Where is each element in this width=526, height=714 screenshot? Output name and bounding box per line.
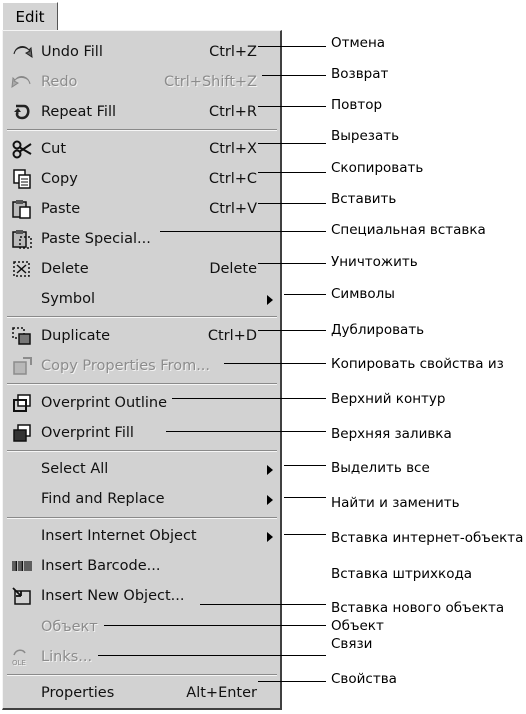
overprint-outline-icon — [11, 393, 33, 413]
menu-tab-edit[interactable] — [2, 2, 58, 31]
menu-separator — [7, 674, 277, 676]
menu-item-duplicate[interactable]: Duplicate Ctrl+D — [3, 323, 281, 349]
leader-line — [224, 363, 326, 364]
translation-label: Отмена — [331, 35, 386, 51]
leader-line — [284, 497, 326, 498]
ole-icon — [11, 647, 33, 667]
menu-item-copy-properties-from[interactable]: Copy Properties From... — [3, 353, 281, 379]
leader-line — [258, 46, 326, 47]
leader-line — [258, 203, 326, 204]
barcode-icon — [11, 556, 33, 576]
redo-icon — [11, 72, 33, 92]
menu-item-paste[interactable]: Paste Ctrl+V — [3, 196, 281, 222]
menu-item-insert-new-object[interactable]: Insert New Object... — [3, 583, 281, 609]
translation-label: Объект — [331, 618, 384, 634]
menu-separator — [7, 316, 277, 318]
leader-line — [258, 330, 326, 331]
menu-tab-label: Edit — [15, 8, 45, 26]
menu-item-copy[interactable]: Copy Ctrl+C — [3, 166, 281, 192]
translation-label: Выделить все — [331, 460, 430, 476]
submenu-arrow-icon — [267, 295, 273, 305]
leader-line — [166, 431, 326, 432]
submenu-arrow-icon — [267, 495, 273, 505]
scissors-icon — [11, 139, 33, 159]
translation-label: Вставка интернет-объекта — [331, 530, 524, 546]
paste-special-icon — [11, 229, 33, 249]
translation-label: Вставка штрихкода — [331, 566, 473, 582]
menu-item-symbol[interactable]: Symbol — [3, 286, 281, 312]
translation-label: Копировать свойства из — [331, 356, 504, 372]
leader-line — [160, 231, 326, 232]
menu-item-overprint-outline[interactable]: Overprint Outline — [3, 390, 281, 416]
submenu-arrow-icon — [267, 465, 273, 475]
menu-item-repeat-fill[interactable]: Repeat Fill Ctrl+R — [3, 99, 281, 125]
paste-icon — [11, 199, 33, 219]
leader-line — [200, 604, 326, 605]
submenu-arrow-icon — [267, 532, 273, 542]
menu-item-paste-special[interactable]: Paste Special... — [3, 226, 281, 252]
menu-item-insert-internet-object[interactable]: Insert Internet Object — [3, 523, 281, 549]
translation-label: Дублировать — [331, 322, 425, 338]
translation-label: Вырезать — [331, 128, 400, 144]
edit-menu — [2, 30, 282, 710]
overprint-fill-icon — [11, 423, 33, 443]
menu-item-object[interactable]: Объект — [41, 619, 98, 635]
translation-label: Связи — [331, 636, 373, 652]
leader-line — [172, 398, 326, 399]
menu-item-find-and-replace[interactable]: Find and Replace — [3, 486, 281, 512]
menu-separator — [7, 450, 277, 452]
translation-label: Свойства — [331, 671, 397, 687]
leader-line — [258, 143, 326, 144]
menu-item-redo[interactable]: Redo Ctrl+Shift+Z — [3, 69, 281, 95]
svg-text:OLE: OLE — [12, 659, 26, 667]
leader-line — [262, 75, 326, 76]
menu-separator — [7, 383, 277, 385]
leader-line — [104, 625, 326, 626]
translation-label: Символы — [331, 286, 395, 302]
translation-label: Повтор — [331, 97, 383, 113]
leader-line — [258, 106, 326, 107]
translation-label: Верхняя заливка — [331, 426, 452, 442]
menu-item-undo-fill[interactable]: Undo Fill Ctrl+Z — [3, 39, 281, 65]
repeat-icon — [11, 102, 33, 122]
menu-separator — [7, 129, 277, 131]
leader-line — [284, 534, 326, 535]
leader-line — [284, 465, 326, 466]
menu-item-cut[interactable]: Cut Ctrl+X — [3, 136, 281, 162]
duplicate-icon — [11, 326, 33, 346]
translation-label: Возврат — [331, 66, 389, 82]
menu-item-insert-barcode[interactable]: Insert Barcode... — [3, 553, 281, 579]
translation-label: Вставка нового объекта — [331, 600, 505, 616]
delete-icon — [11, 259, 33, 279]
leader-line — [98, 655, 326, 656]
menu-item-delete[interactable]: Delete Delete — [3, 256, 281, 282]
undo-icon — [11, 42, 33, 62]
translation-label: Найти и заменить — [331, 495, 460, 511]
translation-label: Вставить — [331, 191, 397, 207]
menu-item-overprint-fill[interactable]: Overprint Fill — [3, 420, 281, 446]
insert-object-icon — [11, 586, 33, 606]
copy-properties-icon — [11, 356, 33, 376]
leader-line — [258, 172, 326, 173]
menu-separator — [7, 517, 277, 519]
translation-label: Специальная вставка — [331, 222, 486, 238]
leader-line — [258, 263, 326, 264]
menu-item-links[interactable]: OLE Links... — [12, 649, 93, 667]
menu-item-properties[interactable]: Properties Alt+Enter — [41, 685, 257, 701]
leader-line — [258, 681, 326, 682]
translation-label: Уничтожить — [331, 254, 418, 270]
leader-line — [284, 294, 326, 295]
copy-icon — [11, 169, 33, 189]
translation-label: Скопировать — [331, 160, 424, 176]
menu-item-select-all[interactable]: Select All — [3, 456, 281, 482]
translation-label: Верхний контур — [331, 391, 446, 407]
